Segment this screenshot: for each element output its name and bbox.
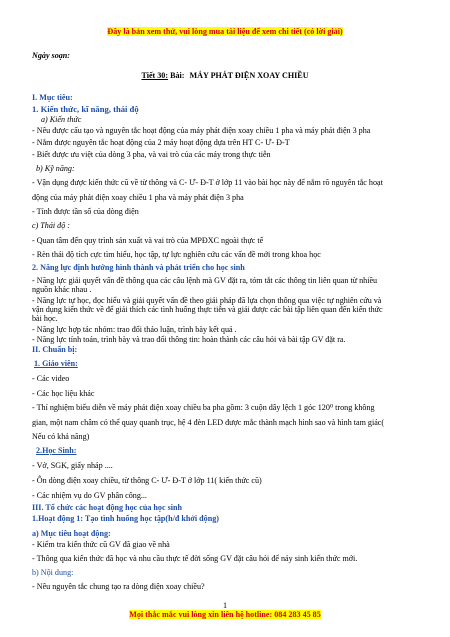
- lesson-title: [0, 71, 450, 81]
- skills-item: - Tính được tần số của dòng điện: [32, 207, 139, 216]
- preview-banner: Đây là bản xem thử, vui lòng mua tài liệu để xem chi tiết (có lời giải): [107, 27, 343, 36]
- competency-item: bài học.: [32, 314, 58, 323]
- skills-subheading: b) Kỹ năng:: [36, 164, 75, 173]
- competency-item: nguồn khác nhau .: [32, 285, 92, 294]
- competency-item: - Năng lực tự học, đọc hiểu và giải quyết vấn đề theo giải pháp đã lựa chọn thông qua việc tự nghiên cứu và: [32, 296, 382, 305]
- hotline-banner: Mọi thắc mắc vui lòng xin liên hệ hotline: 084 283 45 85: [129, 610, 321, 619]
- knowledge-item: - Nắm được nguyên tắc hoạt động của 2 máy hoạt động dựa trên HT C- Ư- Đ-T: [32, 138, 290, 147]
- attitude-item: - Rèn thái độ tích cực tìm hiểu, học tập, tự lực nghiên cứu các vấn đề mới trong khoa học: [32, 250, 321, 259]
- student-item: - Vở, SGK, giấy nháp ....: [32, 461, 113, 470]
- attitude-item: - Quan tâm đến quy trình sản xuất và vai trò của MPĐXC ngoài thực tế: [32, 236, 264, 245]
- activity-content-item: - Nêu nguyên tắc chung tạo ra dòng điện xoay chiều?: [32, 582, 205, 591]
- competency-heading: 2. Năng lực định hướng hình thành và phát triển cho học sinh: [32, 263, 245, 272]
- activity-content-heading: b) Nội dung:: [32, 568, 74, 577]
- activity-goal-item: - Thông qua kiến thức đã học và nhu cầu thực tế đời sống GV đặt câu hỏi để nảy sinh kiến thức mới.: [32, 554, 358, 563]
- activity-goal-item: - Kiểm tra kiến thức cũ GV đã giao về nhà: [32, 540, 170, 549]
- competency-item: - Năng lực hợp tác nhóm: trao đổi thảo luận, trình bày kết quả .: [32, 325, 237, 334]
- section-preparation-heading: II. Chuẩn bị:: [32, 345, 78, 354]
- section-activities-heading: III. Tổ chức các hoạt động học của học sinh: [32, 503, 182, 512]
- skills-item: động của máy phát điện xoay chiều 1 pha và máy phát điện 3 pha: [32, 193, 244, 202]
- student-item: - Ôn dòng điện xoay chiều, từ thông C- Ư- Đ-T ở lớp 11( kiến thức cũ): [32, 476, 262, 485]
- section-objectives-heading: I. Mục tiêu:: [32, 93, 73, 102]
- knowledge-item: - Biết được ưu việt của dòng 3 pha, và vai trò của các máy trong thực tiễn: [32, 150, 271, 159]
- skills-item: - Vận dụng được kiến thức cũ về từ thông và C- Ư- Đ-T ở lớp 11 vào bài học này để nắm rõ nguyên tắc hoạt: [32, 178, 383, 187]
- knowledge-item: - Nêu được cấu tạo và nguyên tắc hoạt động của máy phát điện xoay chiều 1 pha và máy phát điện 3 pha: [32, 126, 371, 135]
- teacher-item: - Các video: [32, 374, 70, 383]
- student-heading: 2.Học Sinh:: [36, 446, 77, 455]
- competency-item: - Năng lực tính toán, trình bày và trao đổi thông tin: hoàn thành các câu hỏi và bài tập GV đặt ra.: [32, 335, 346, 344]
- knowledge-skills-heading: 1. Kiến thức, kĩ năng, thái độ: [32, 104, 139, 114]
- activity-goal-heading: a) Mục tiêu hoạt động:: [32, 529, 111, 538]
- teacher-heading: 1. Giáo viên:: [34, 359, 78, 368]
- page-number: 1: [222, 601, 228, 610]
- lesson-bai: Bài:: [170, 71, 185, 80]
- student-item: - Các nhiệm vụ do GV phân công...: [32, 491, 147, 500]
- lesson-period: Tiết 30:: [141, 71, 169, 80]
- attitude-subheading: c) Thái độ :: [32, 221, 70, 230]
- teacher-item: - Các học liệu khác: [32, 389, 95, 398]
- teacher-item: - Thí nghiệm biểu diễn về máy phát điện xoay chiều ba pha gồm: 3 cuộn dây lệch 1 góc 120⁰ trong không: [32, 403, 375, 412]
- lesson-name: MÁY PHÁT ĐIỆN XOAY CHIỀU: [189, 71, 309, 80]
- prep-date-label: Ngày soạn:: [32, 51, 70, 60]
- teacher-item: Nếu có khả năng): [32, 432, 90, 441]
- competency-item: vận dụng kiến thức về để giải thích các tình huống thực tiễn và giải được các bài tập liên quan đến kiến thức: [32, 305, 383, 314]
- competency-item: - Năng lực giải quyết vấn đề thông qua các câu lệnh mà GV đặt ra, tóm tắt các thông tin liên quan từ nhiều: [32, 276, 378, 285]
- teacher-item: gian, một nam châm có thể quay quanh trục, hệ 4 đèn LED được mắc thành mạch hình sao và hình tam giác(: [32, 418, 385, 427]
- activity-1-heading: 1.Hoạt động 1: Tạo tình huống học tập(h/đ khởi động): [32, 514, 219, 523]
- knowledge-subheading: a) Kiến thức: [41, 115, 82, 124]
